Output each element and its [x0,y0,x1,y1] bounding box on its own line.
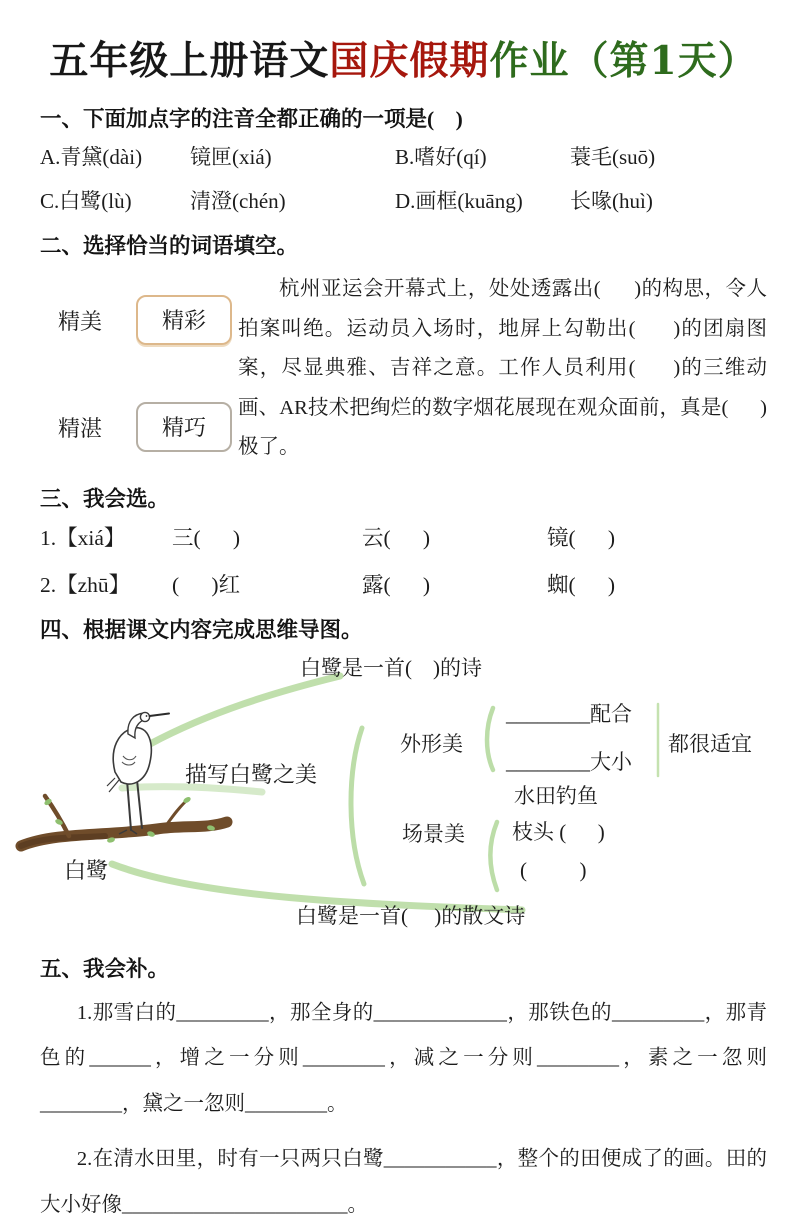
word-bank-item-2-boxed: 精彩 [136,295,232,345]
row1-item1: 三( ) [172,525,241,550]
section-mindmap [40,613,767,948]
option-a1: A.青黛(dài) [40,145,143,169]
scene-item-2: 枝头 ( ) [512,819,605,844]
section-fill-blanks [40,952,767,1228]
mindmap-canvas [0,652,793,948]
option-c1: C.白鹭(lù) [40,189,132,213]
title-holiday-part: 国庆假期 [329,38,490,84]
option-d1: D.画框(kuāng) [395,189,523,213]
word-bank [40,268,232,468]
appearance-note: 都很适宜 [668,731,752,756]
section-character-choice [40,482,767,599]
section1-heading: 一、下面加点字的注音全都正确的一项是( ) [40,107,463,131]
egret-illustration [15,710,233,878]
scene-item-3: ( ) [520,857,587,882]
title-homework-part: 作业（第1天） [489,38,758,84]
word-bank-item-4-boxed: 精巧 [136,402,232,452]
section5-heading: 五、我会补。 [40,956,170,981]
option-b2: 蓑毛(suō) [570,145,656,169]
page-title [40,30,767,86]
section4-heading: 四、根据课文内容完成思维导图。 [40,617,363,642]
fill-in-passage: 杭州亚运会开幕式上，处处透露出( )的构思，令人拍案叫绝。运动员入场时，地屏上勾勒出( )的团扇图案，尽显典雅、吉祥之意。工作人员利用( )的三维动画、AR技术把绚烂的数字烟花展现在观众面前，真是( )极了。 [238,278,767,459]
section1-options [40,141,767,215]
word-bank-item-1: 精美 [58,308,103,334]
row2-item3: 蜘( ) [547,572,616,597]
row1-item2: 云( ) [362,525,431,550]
appearance-node-label: 外形美 [400,731,463,756]
appearance-item-2: ________大小 [506,749,632,774]
option-a2: 镜匣(xiá) [190,145,272,169]
fill-paragraph-2: 2.在清水田里，时有一只两只白鹭___________，整个的田便成了的画。田的大小好像______________________。 [40,1148,767,1216]
row2-item2: 露( ) [362,572,431,597]
appearance-item-1: ________配合 [506,701,632,726]
section3-heading: 三、我会选。 [40,486,170,511]
option-c2: 清澄(chén) [190,189,286,213]
row1-label: 1.【xiá】 [40,525,126,550]
scene-item-1: 水田钓鱼 [514,783,598,808]
fill-paragraph-1: 1.那雪白的_________，那全身的_____________，那铁色的_________，那青色的______，增之一分则________，减之一分则________，素之一忽则________，黛之一忽则________。 [40,1001,767,1115]
title-grade-part: 五年级上册语文 [49,38,330,84]
section-word-fill [40,229,767,468]
option-b1: B.嗜好(qí) [395,145,487,169]
option-d2: 长喙(huì) [570,189,653,213]
row2-item1: ( )红 [172,572,241,597]
section3-rows [40,521,767,599]
mindmap-root-label: 白鹭 [64,857,109,883]
section2-heading: 二、选择恰当的词语填空。 [40,234,299,258]
word-bank-item-3: 精湛 [58,415,103,441]
mindmap-bottom-node: 白鹭是一首( )的散文诗 [296,903,526,928]
scene-node-label: 场景美 [402,821,465,846]
section-pinyin-choice [40,102,767,215]
mindmap-top-node: 白鹭是一首( )的诗 [300,655,482,680]
mindmap-branch-label: 描写白鹭之美 [185,761,318,787]
row1-item3: 镜( ) [547,525,616,550]
row2-label: 2.【zhū】 [40,572,131,597]
